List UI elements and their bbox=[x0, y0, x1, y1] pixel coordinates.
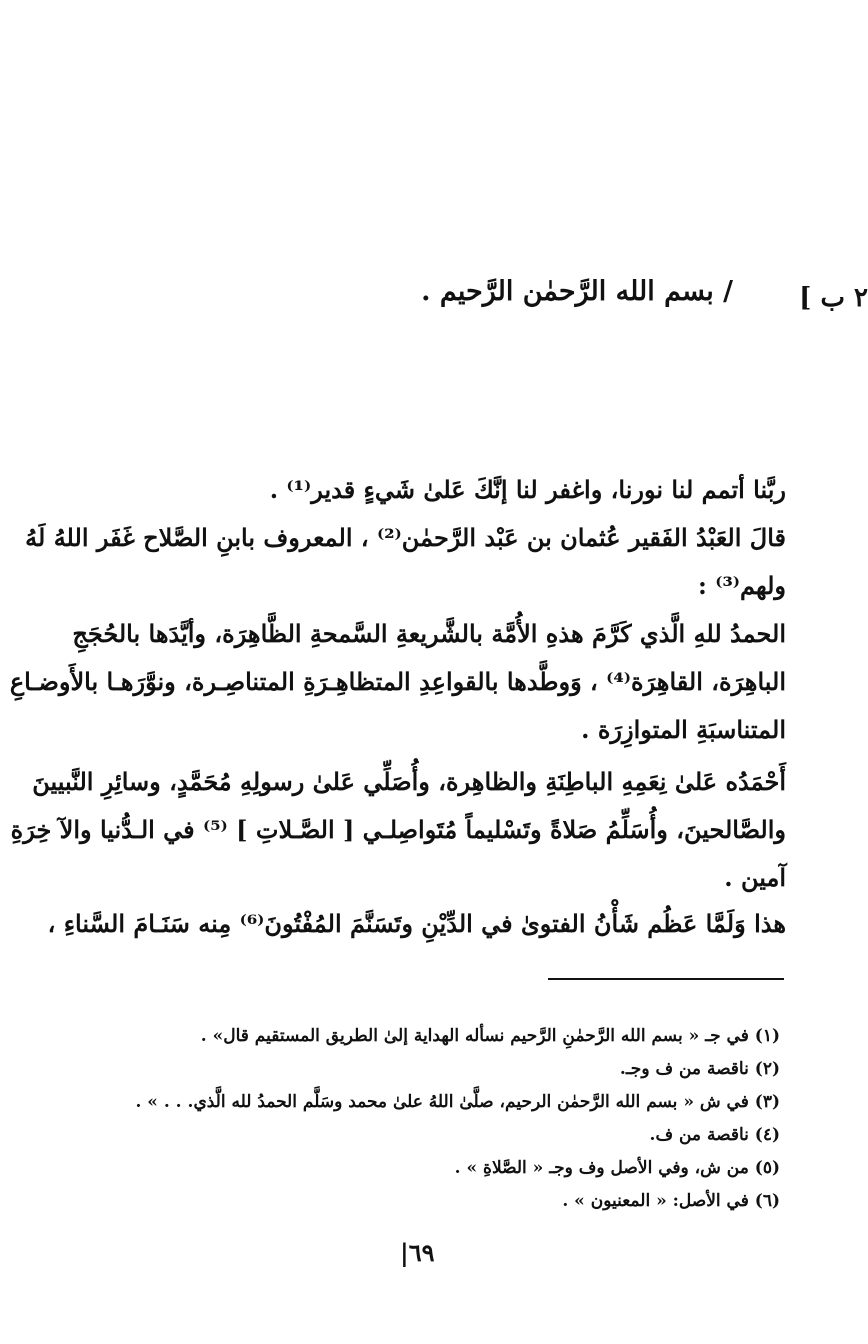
basmala-heading: / بسم الله الرَّحمٰن الرَّحيم . bbox=[421, 276, 733, 307]
footnote-5: (٥) من ش، وفي الأصل وف وجـ « الصَّلاةِ » . bbox=[454, 1158, 780, 1178]
text-line: أَحْمَدُه عَلىٰ نِعَمِهِ الباطِنَةِ والظاهِرة، وأُصَلِّي عَلىٰ رسولِهِ مُحَمَّدٍ، وسائِرِ النَّبيينَ bbox=[32, 767, 786, 796]
text-line: الحمدُ للهِ الَّذي كَرَّمَ هذهِ الأُمَّة بالشَّريعةِ السَّمحةِ الظَّاهِرَة، وأيَّدَها بالحُجَجِ bbox=[72, 619, 786, 648]
footnote-4: (٤) ناقصة من ف. bbox=[649, 1125, 780, 1145]
footnote-3: (٣) في ش « بسم الله الرَّحمٰن الرحيم، صلَّىٰ اللهُ علىٰ محمد وسَلَّم الحمدُ لله الَّذي. . . » . bbox=[135, 1092, 780, 1112]
footnotes bbox=[80, 1020, 780, 1218]
footnote-6: (٦) في الأصل: « المعنيون » . bbox=[562, 1191, 780, 1211]
footnote-divider bbox=[548, 978, 784, 980]
text-line: والصَّالحينَ، وأُسَلِّمُ صَلاةً وتَسْليماً مُتَواصِلـي [ الصَّـلاتِ ] ⁽⁵⁾ في الـدُّنيا والآ خِرَةِ bbox=[10, 815, 786, 844]
text-line: المتناسبَةِ المتوازِرَة . bbox=[581, 715, 786, 744]
paragraph-fatwa bbox=[47, 900, 786, 948]
text-line: ولهم⁽³⁾ : bbox=[698, 571, 786, 600]
page-number: |٦٩ bbox=[400, 1238, 435, 1267]
text-line: الباهِرَة، القاهِرَة⁽⁴⁾ ، وَوطَّدها بالقواعِدِ المتظاهِـرَةِ المتناصِـرة، ونوَّرَهـا بالأَوضـاعِ bbox=[9, 667, 786, 696]
text-line: ربَّنا أتمم لنا نورنا، واغفر لنا إنَّكَ عَلىٰ شَيءٍ قدير⁽¹⁾ . bbox=[269, 475, 786, 504]
paragraph-opening bbox=[25, 466, 786, 610]
folio-marker: ٢ ب ] bbox=[799, 283, 868, 313]
text-line: آمين . bbox=[724, 863, 786, 892]
text-line: هذا وَلَمَّا عَظُم شَأْنُ الفتوىٰ في الدِّيْنِ وتَسَنَّمَ المُفْتُونَ⁽⁶⁾ مِنه سَنَـامَ السَّناءِ ، bbox=[47, 909, 786, 938]
paragraph-hamd bbox=[9, 610, 786, 754]
footnote-2: (٢) ناقصة من ف وجـ. bbox=[619, 1059, 780, 1079]
paragraph-salat bbox=[10, 758, 786, 902]
footnote-1: (١) في جـ « بسم الله الرَّحمٰنِ الرَّحيم نسأله الهداية إلىٰ الطريق المستقيم قال» . bbox=[200, 1026, 780, 1046]
text-line: قالَ العَبْدُ الفَقير عُثمان بن عَبْد الرَّحمٰن⁽²⁾ ، المعروف بابنِ الصَّلاح غَفَر اللهُ لَهُ bbox=[25, 523, 786, 552]
